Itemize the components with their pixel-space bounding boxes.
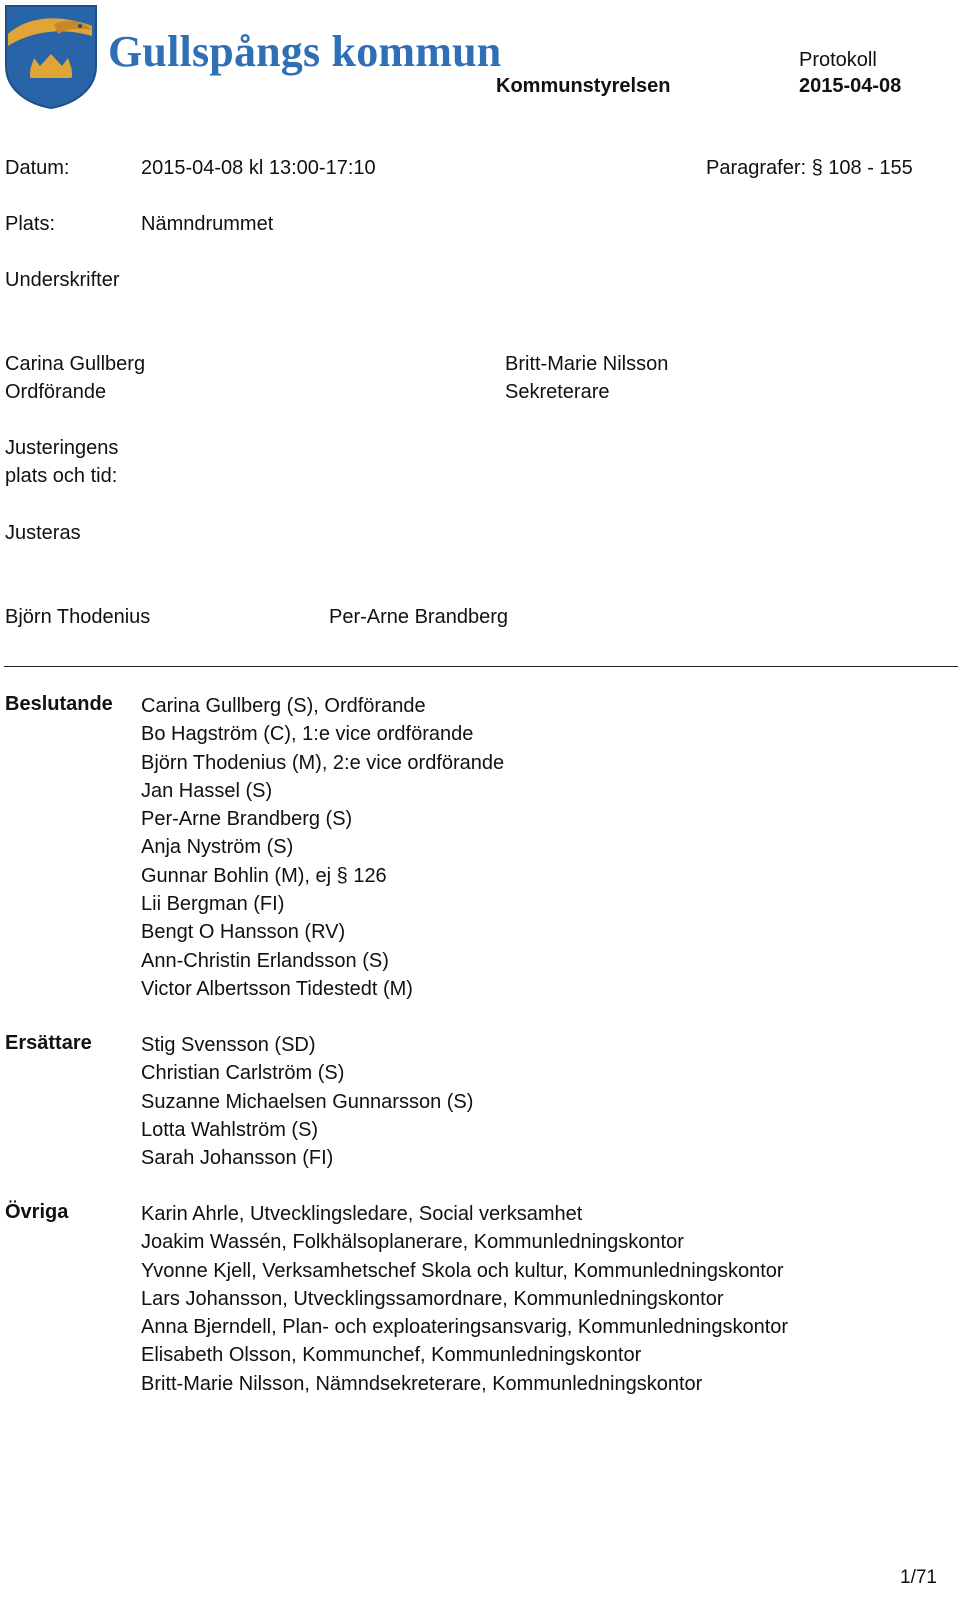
list-item: Lotta Wahlström (S)	[141, 1118, 319, 1141]
list-item: Stig Svensson (SD)	[141, 1034, 316, 1056]
justerare-1: Björn Thodenius	[5, 606, 151, 628]
municipality-logo	[4, 4, 98, 116]
list-item: Jan Hassel (S)	[141, 779, 273, 802]
list-item: Carina Gullberg (S), Ordförande	[141, 695, 426, 717]
committee-name: Kommunstyrelsen	[496, 75, 671, 97]
justering-label-line1: Justeringens	[5, 437, 119, 459]
list-item: Britt-Marie Nilsson, Nämndsekreterare, Kommunledningskontor	[141, 1372, 703, 1395]
page-number: 1/71	[900, 1567, 937, 1588]
signature-name-secretary: Britt-Marie Nilsson	[505, 353, 669, 375]
signature-role-secretary: Sekreterare	[505, 381, 610, 403]
list-item: Bo Hagström (C), 1:e vice ordförande	[141, 723, 474, 746]
list-item: Christian Carlström (S)	[141, 1062, 345, 1085]
beslutande-list	[141, 692, 504, 1003]
document-date: 2015-04-08	[799, 75, 902, 97]
logo-wordmark: Gullspångs kommun	[108, 27, 502, 76]
list-item: Ann-Christin Erlandsson (S)	[141, 949, 389, 972]
coat-of-arms-icon	[4, 4, 98, 110]
list-item: Karin Ahrle, Utvecklingsledare, Social verksamhet	[141, 1203, 583, 1225]
signature-role-chair: Ordförande	[5, 381, 107, 403]
datum-value: 2015-04-08 kl 13:00-17:10	[141, 157, 376, 179]
datum-label: Datum:	[5, 157, 70, 179]
justering-label-line2: plats och tid:	[5, 465, 118, 487]
ersattare-label: Ersättare	[5, 1032, 92, 1054]
list-item: Per-Arne Brandberg (S)	[141, 808, 353, 831]
beslutande-label: Beslutande	[5, 693, 113, 715]
list-item: Suzanne Michaelsen Gunnarsson (S)	[141, 1090, 474, 1113]
list-item: Elisabeth Olsson, Kommunchef, Kommunledningskontor	[141, 1344, 642, 1367]
list-item: Lii Bergman (FI)	[141, 893, 285, 916]
justeras-label: Justeras	[5, 522, 81, 544]
list-item: Anna Bjerndell, Plan- och exploateringsansvarig, Kommunledningskontor	[141, 1316, 789, 1339]
list-item: Joakim Wassén, Folkhälsoplanerare, Kommunledningskontor	[141, 1231, 684, 1254]
list-item: Bengt O Hansson (RV)	[141, 921, 346, 944]
ovriga-label: Övriga	[5, 1201, 69, 1223]
list-item: Björn Thodenius (M), 2:e vice ordförande	[141, 751, 505, 774]
list-item: Sarah Johansson (FI)	[141, 1147, 334, 1170]
list-item: Gunnar Bohlin (M), ej § 126	[141, 864, 387, 887]
justerare-2: Per-Arne Brandberg	[329, 606, 508, 628]
ersattare-list	[141, 1031, 473, 1172]
list-item: Victor Albertsson Tidestedt (M)	[141, 977, 413, 1000]
signature-name-chair: Carina Gullberg	[5, 353, 146, 375]
list-item: Yvonne Kjell, Verksamhetschef Skola och kultur, Kommunledningskontor	[141, 1259, 784, 1282]
ovriga-list	[141, 1200, 788, 1398]
underskrifter-label: Underskrifter	[5, 269, 120, 291]
list-item: Lars Johansson, Utvecklingssamordnare, Kommunledningskontor	[141, 1287, 724, 1310]
plats-value: Nämndrummet	[141, 213, 274, 235]
section-divider	[4, 666, 958, 667]
paragrafer: Paragrafer: § 108 - 155	[706, 157, 913, 179]
plats-label: Plats:	[5, 213, 56, 235]
list-item: Anja Nyström (S)	[141, 836, 294, 859]
document-type: Protokoll	[799, 49, 877, 71]
